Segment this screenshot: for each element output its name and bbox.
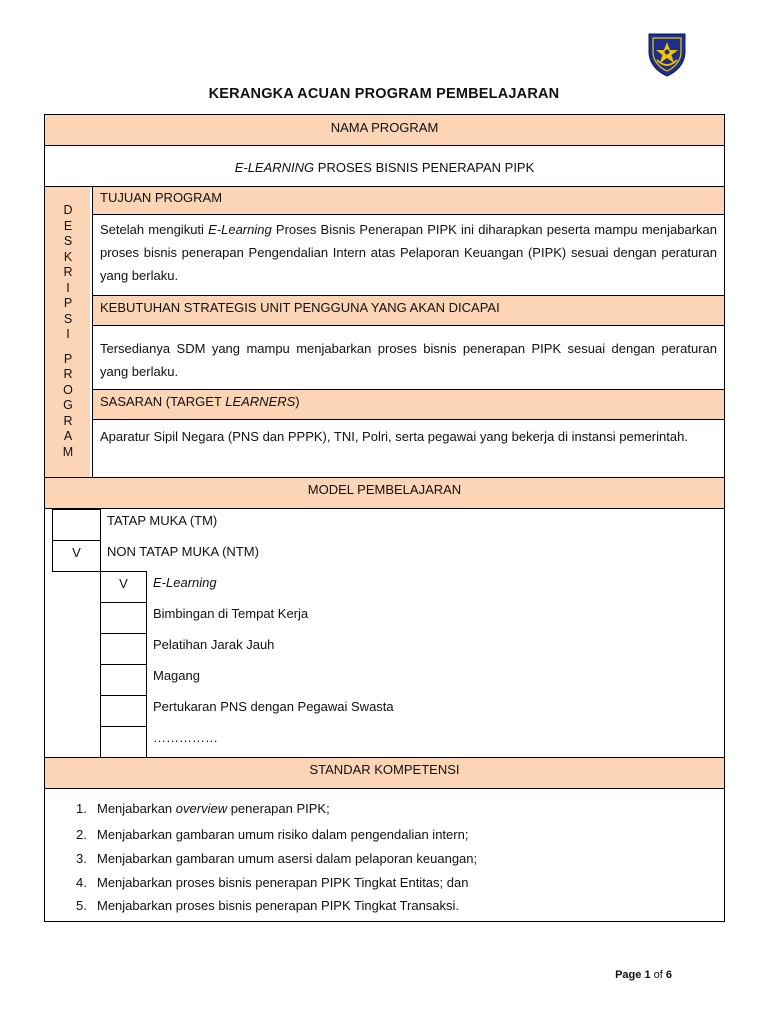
side-letter: K: [63, 249, 73, 264]
sub-option-label: E-Learning: [153, 575, 217, 590]
standar-item-text: Menjabarkan gambaran umum risiko dalam pengendalian intern;: [97, 827, 469, 842]
side-letter: I: [66, 280, 70, 295]
standar-item-number: 2.: [76, 827, 87, 842]
kebutuhan-text: Tersedianya SDM yang mampu menjabarkan proses bisnis penerapan PIPK sesuai dengan peraturan yang berlaku.: [100, 341, 717, 379]
kebutuhan-label: KEBUTUHAN STRATEGIS UNIT PENGGUNA YANG AKAN DICAPAI: [100, 300, 500, 315]
page-current: 1: [644, 969, 651, 981]
checkbox-sub-option[interactable]: [100, 726, 147, 758]
nama-program-value-italic: E-LEARNING: [234, 160, 315, 175]
page-of: of: [653, 969, 663, 981]
side-letter: E: [63, 218, 73, 233]
standar-item-number: 3.: [76, 851, 87, 866]
tujuan-text: [100, 218, 717, 287]
standar-item: [76, 801, 330, 816]
standar-item: [76, 851, 477, 866]
nama-program-value: [44, 160, 725, 175]
side-letter: R: [63, 413, 73, 428]
side-letter: D: [63, 203, 73, 217]
nama-program-value-rest: PROSES BISNIS PENERAPAN PIPK: [314, 160, 535, 175]
side-letter: M: [62, 444, 74, 459]
standar-item-text: Menjabarkan: [97, 801, 176, 816]
page-word: Page: [615, 969, 642, 981]
checkbox-sub-option[interactable]: [100, 602, 147, 634]
standar-item-number: 1.: [76, 801, 87, 816]
standar-item-text: Menjabarkan gambaran umum asersi dalam pelaporan keuangan;: [97, 851, 478, 866]
standar-item-text: Menjabarkan proses bisnis penerapan PIPK Tingkat Transaksi.: [97, 898, 460, 913]
checkbox-sub-option[interactable]: [100, 664, 147, 696]
checkbox-tatap-muka[interactable]: [52, 509, 101, 541]
sub-option-label: Magang: [153, 668, 200, 683]
side-letter: S: [63, 234, 73, 248]
side-letter: I: [66, 327, 70, 341]
page-number: [615, 969, 672, 981]
side-letter: R: [63, 265, 73, 279]
sub-option-label: ……………: [153, 730, 218, 745]
option-label-non-tatap-muka: NON TATAP MUKA (NTM): [107, 544, 259, 559]
checkbox-mark: V: [72, 545, 81, 560]
standar-item: [76, 875, 468, 890]
side-letter: R: [63, 367, 73, 381]
side-letter: P: [63, 296, 73, 310]
side-letter: G: [63, 398, 73, 412]
standar-item-text-end: penerapan PIPK;: [227, 801, 330, 816]
document-title: KERANGKA ACUAN PROGRAM PEMBELAJARAN: [208, 86, 560, 102]
sasaran-text: Aparatur Sipil Negara (PNS dan PPPK), TNI, Polri, serta pegawai yang bekerja di instansi pemerintah.: [100, 429, 688, 444]
tujuan-label: TUJUAN PROGRAM: [100, 190, 223, 205]
checkbox-non-tatap-muka[interactable]: [52, 540, 101, 572]
sasaran-label-italic: LEARNERS: [225, 394, 296, 409]
side-letter: P: [63, 351, 73, 366]
standar-item: [76, 898, 459, 913]
model-label: MODEL PEMBELAJARAN: [307, 482, 462, 497]
checkbox-sub-option[interactable]: [100, 571, 147, 603]
sasaran-label-part-1: SASARAN (TARGET: [100, 394, 226, 409]
standar-item-number: 4.: [76, 875, 87, 890]
page-total: 6: [665, 969, 672, 981]
tujuan-text-part-1: Setelah mengikuti: [100, 222, 209, 237]
checkbox-mark: V: [119, 576, 128, 591]
nama-program-label: NAMA PROGRAM: [330, 120, 439, 135]
side-letter: S: [63, 311, 73, 326]
sub-option-label: Bimbingan di Tempat Kerja: [153, 606, 309, 621]
standar-label: STANDAR KOMPETENSI: [309, 762, 460, 777]
ministry-shield-icon: [643, 30, 691, 78]
standar-item: [76, 827, 468, 842]
sub-option-label: Pertukaran PNS dengan Pegawai Swasta: [153, 699, 394, 714]
checkbox-sub-option[interactable]: [100, 695, 147, 727]
tujuan-text-italic: E-Learning: [208, 222, 272, 237]
side-letter: O: [63, 382, 73, 397]
sub-option-label: Pelatihan Jarak Jauh: [153, 637, 275, 652]
deskripsi-program-side-label: [46, 186, 90, 477]
standar-item-text: Menjabarkan proses bisnis penerapan PIPK Tingkat Entitas; dan: [97, 875, 469, 890]
side-letter: A: [63, 429, 73, 443]
standar-item-italic: overview: [175, 801, 228, 816]
option-label-tatap-muka: TATAP MUKA (TM): [107, 513, 218, 528]
sasaran-label: [100, 394, 300, 409]
standar-item-number: 5.: [76, 898, 87, 913]
sasaran-label-part-2: ): [295, 394, 300, 409]
tujuan-text-part-2: Proses Bisnis Penerapan PIPK ini diharapkan peserta mampu menjabarkan proses bisnis penerapan Pengendalian Intern atas Pelaporan Keuangan (PIPK) sesuai dengan peraturan yang berlaku.: [100, 222, 717, 283]
checkbox-sub-option[interactable]: [100, 633, 147, 665]
